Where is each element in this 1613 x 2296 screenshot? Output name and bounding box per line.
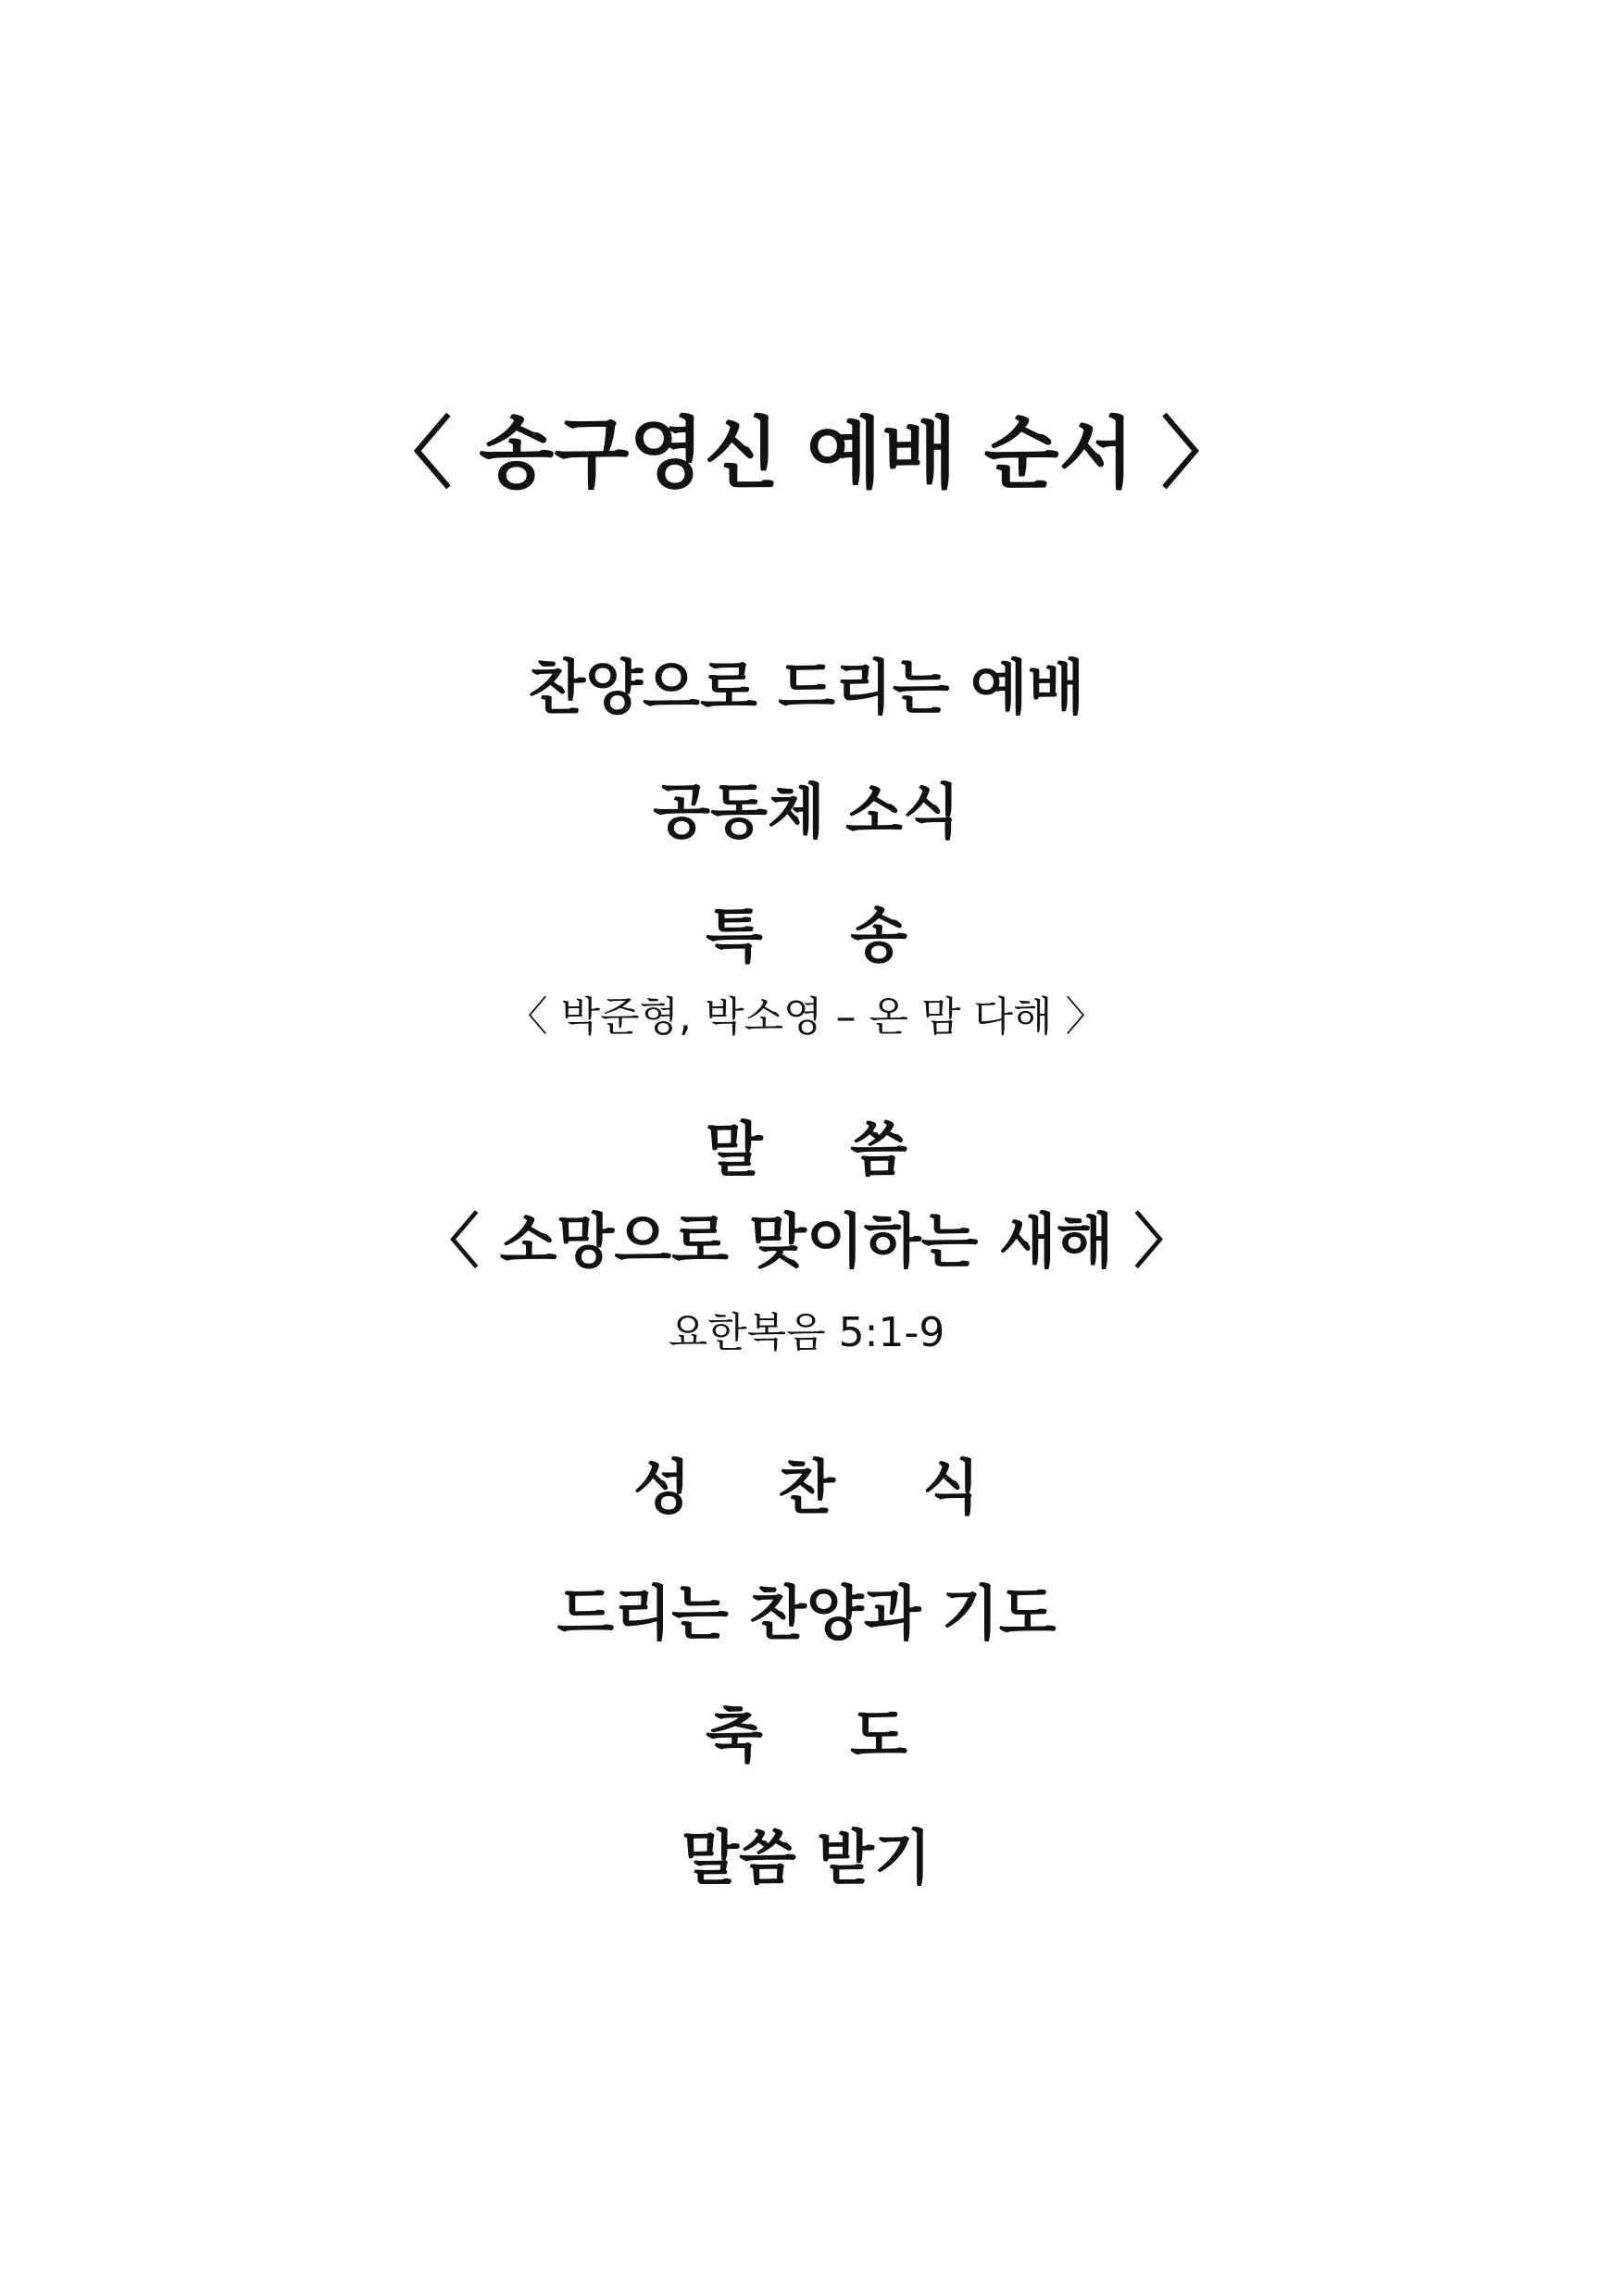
scripture-reference: 요한복음 5:1-9 <box>668 1309 945 1356</box>
order-item-special-song: 특 송 <box>706 903 941 971</box>
order-item-benediction: 축 도 <box>706 1703 941 1771</box>
order-item-community-news: 공동체 소식 <box>653 779 960 847</box>
order-item-praise-and-prayer: 드리는 찬양과 기도 <box>556 1580 1057 1649</box>
order-item-sermon: 말 씀 <box>706 1117 941 1185</box>
order-item-praise-worship: 찬양으로 드리는 예배 <box>528 655 1085 723</box>
order-item-receive-word: 말씀 받기 <box>681 1825 932 1893</box>
order-item-communion: 성 찬 식 <box>632 1454 1014 1523</box>
page-title: 〈 송구영신 예배 순서 〉 <box>373 408 1240 499</box>
sermon-title: 〈 소망으로 맞이하는 새해 〉 <box>419 1208 1194 1277</box>
special-song-detail: 〈 박준형, 박소영 – 온 맘 다해 〉 <box>506 993 1107 1041</box>
